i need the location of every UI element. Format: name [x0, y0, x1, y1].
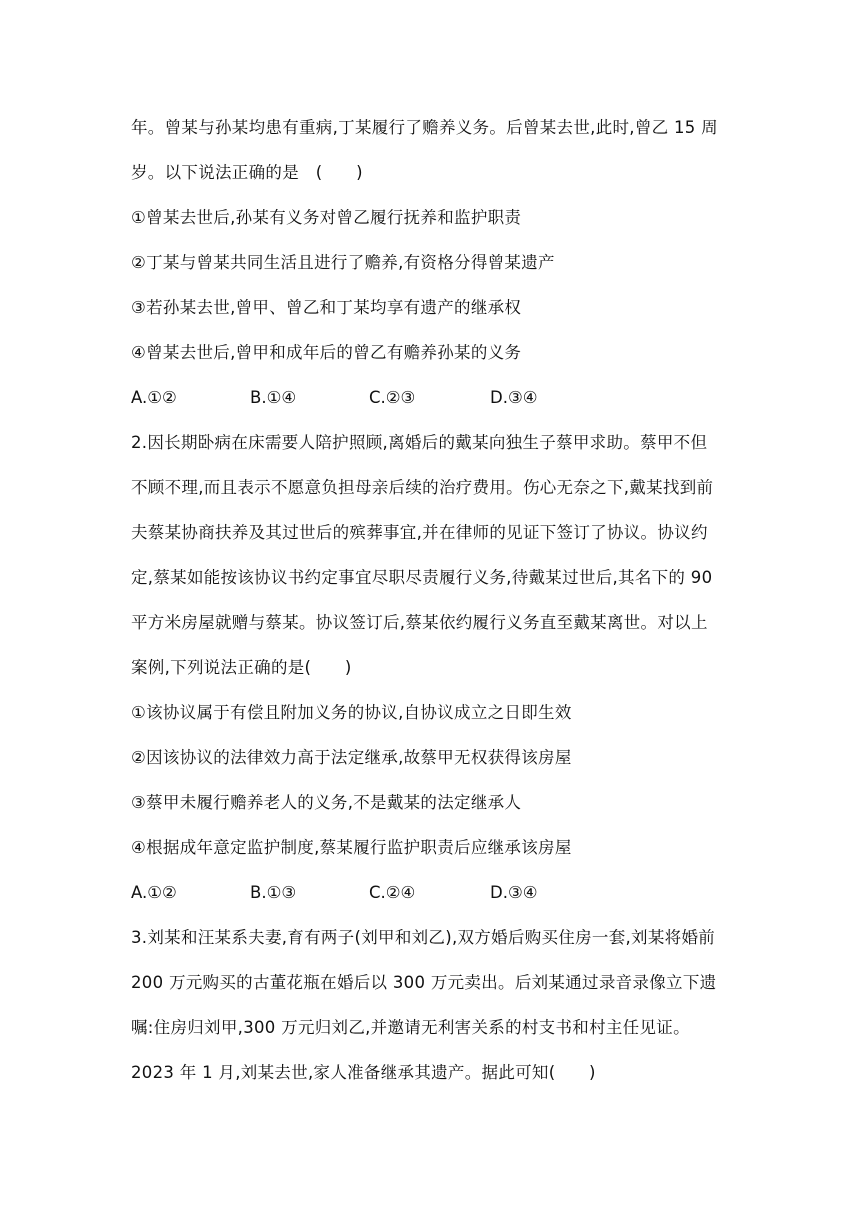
q3-stem-line-3: 嘱:住房归刘甲,300 万元归刘乙,并邀请无利害关系的村支书和村主任见证。 [131, 1018, 690, 1037]
q2-stem-line-4: 定,蔡某如能按该协议书约定事宜尽职尽责履行义务,待戴某过世后,其名下的 90 [131, 568, 713, 587]
q2-choice-a: A.①② [131, 883, 177, 902]
q1-option-4: ④曾某去世后,曾甲和成年后的曾乙有赡养孙某的义务 [131, 343, 522, 362]
q1-choice-b: B.①④ [250, 388, 297, 407]
q2-stem-line-2: 不顾不理,而且表示不愿意负担母亲后续的治疗费用。伤心无奈之下,戴某找到前 [131, 478, 714, 497]
q2-option-3: ③蔡甲未履行赡养老人的义务,不是戴某的法定继承人 [131, 793, 522, 812]
q2-stem-line-3: 夫蔡某协商扶养及其过世后的殡葬事宜,并在律师的见证下签订了协议。协议约 [131, 523, 708, 542]
q2-stem-line-6: 案例,下列说法正确的是( ) [131, 658, 352, 677]
q1-option-1: ①曾某去世后,孙某有义务对曾乙履行抚养和监护职责 [131, 208, 522, 227]
q2-choice-d: D.③④ [490, 883, 538, 902]
q2-option-2: ②因该协议的法律效力高于法定继承,故蔡甲无权获得该房屋 [131, 748, 572, 767]
q2-stem-line-5: 平方米房屋就赠与蔡某。协议签订后,蔡某依约履行义务直至戴某离世。对以上 [131, 613, 708, 632]
q3-stem-line-2: 200 万元购买的古董花瓶在婚后以 300 万元卖出。后刘某通过录音录像立下遗 [131, 973, 717, 992]
q1-stem-line-2: 岁。以下说法正确的是 ( ) [131, 163, 363, 182]
q2-choice-c: C.②④ [369, 883, 416, 902]
q1-stem-line-1: 年。曾某与孙某均患有重病,丁某履行了赡养义务。后曾某去世,此时,曾乙 15 周 [131, 118, 718, 137]
q1-choice-c: C.②③ [369, 388, 416, 407]
q1-option-3: ③若孙某去世,曾甲、曾乙和丁某均享有遗产的继承权 [131, 298, 522, 317]
q3-stem-line-4: 2023 年 1 月,刘某去世,家人准备继承其遗产。据此可知( ) [131, 1063, 596, 1082]
q2-stem-line-1: 2.因长期卧病在床需要人陪护照顾,离婚后的戴某向独生子蔡甲求助。蔡甲不但 [131, 433, 708, 452]
q2-option-4: ④根据成年意定监护制度,蔡某履行监护职责后应继承该房屋 [131, 838, 572, 857]
q1-choice-a: A.①② [131, 388, 177, 407]
q2-option-1: ①该协议属于有偿且附加义务的协议,自协议成立之日即生效 [131, 703, 572, 722]
q1-choice-d: D.③④ [490, 388, 538, 407]
q3-stem-line-1: 3.刘某和汪某系夫妻,育有两子(刘甲和刘乙),双方婚后购买住房一套,刘某将婚前 [131, 928, 716, 947]
q2-choice-b: B.①③ [250, 883, 297, 902]
q2-answer-choices [131, 882, 731, 904]
q1-option-2: ②丁某与曾某共同生活且进行了赡养,有资格分得曾某遗产 [131, 253, 555, 272]
q1-answer-choices [131, 387, 731, 409]
